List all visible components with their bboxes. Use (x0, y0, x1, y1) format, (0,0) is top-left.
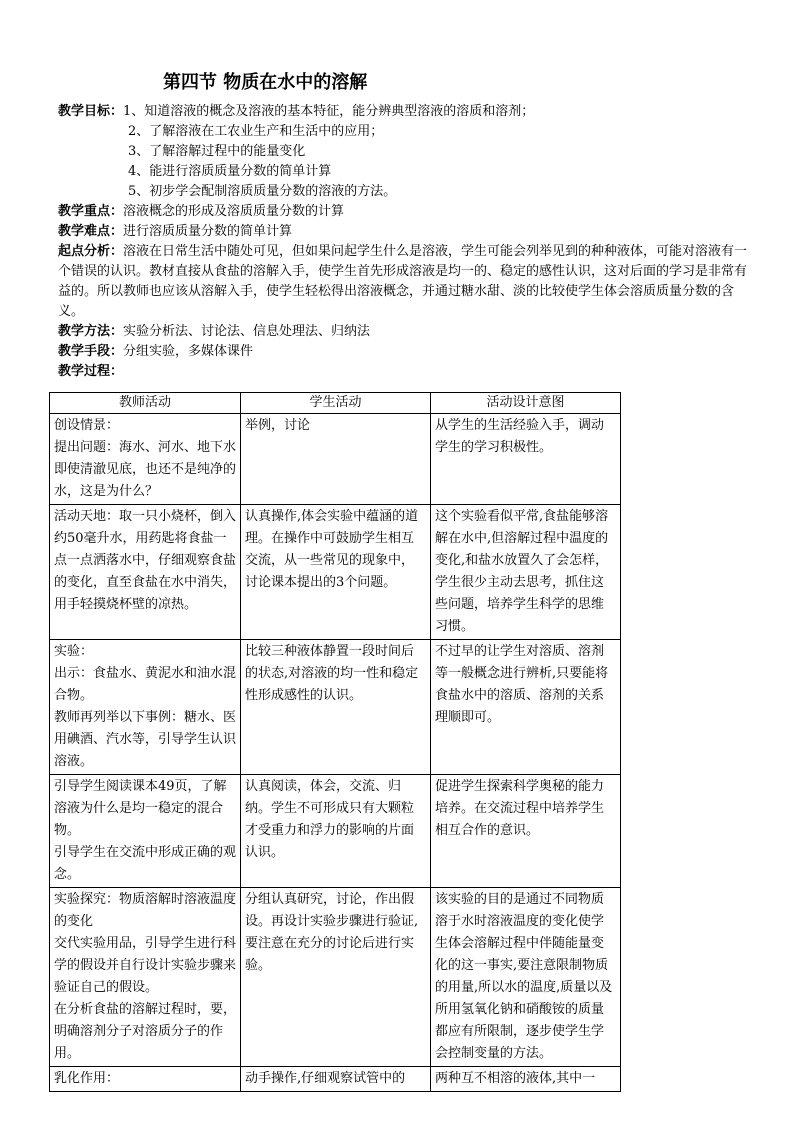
goal-item: 2、了解溶液在工农业生产和生活中的应用； (128, 124, 384, 139)
process-table (49, 392, 621, 1092)
focus-label: 教学重点： (58, 204, 124, 219)
student-cell (241, 1067, 431, 1092)
difficulty-label: 教学难点： (58, 224, 124, 239)
table-row (50, 414, 621, 505)
cell-text: 两种互不相溶的液体,其中一 (435, 1071, 596, 1086)
intent-cell (431, 640, 621, 775)
difficulty-text: 进行溶质质量分数的简单计算 (123, 224, 293, 239)
header-teacher: 教师活动 (50, 393, 241, 414)
lesson-info (58, 102, 748, 382)
teacher-cell (50, 414, 241, 505)
goal-item: 1、知道溶液的概念及溶液的基本特征，能分辨典型溶液的溶质和溶剂； (123, 104, 535, 119)
page-title: 第四节 物质在水中的溶解 (163, 72, 368, 93)
intent-cell (431, 775, 621, 888)
table-row (50, 775, 621, 888)
table-row (50, 888, 621, 1067)
intent-cell (431, 888, 621, 1067)
teacher-cell (50, 1067, 241, 1092)
methods-row (58, 322, 748, 342)
cell-text: 这个实验看似平常,食盐能够溶解在水中,但溶解过程中温度的变化,和盐水放置久了会怎样，学生很少主动去思考，抓住这些问题，培养学生科学的思维习惯。 (435, 509, 609, 634)
cell-text: 乳化作用： (54, 1071, 120, 1086)
intent-cell (431, 414, 621, 505)
cell-text: 出示：食盐水、黄泥水和油水混合物。 (54, 666, 237, 703)
cell-text: 促进学生探索科学奥秘的能力培养。在交流过程中培养学生相互合作的意识。 (435, 779, 605, 838)
cell-text: 引导学生阅读课本49页，了解溶液为什么是均一稳定的混合物。 (54, 779, 227, 838)
student-cell (241, 505, 431, 640)
methods-label: 教学方法： (58, 324, 124, 339)
header-student: 学生活动 (241, 393, 431, 414)
cell-text: 分组认真研究，讨论，作出假设。再设计实验步骤进行验证,要注意在充分的讨论后进行实验。 (245, 892, 419, 973)
goal-item: 5、初步学会配制溶质质量分数的溶液的方法。 (128, 184, 397, 199)
analysis-paragraph (58, 242, 748, 322)
student-cell (241, 640, 431, 775)
cell-text: 认真阅读，体会，交流、归纳。学生不可形成只有大颗粒才受重力和浮力的影响的片面认识。 (245, 779, 415, 860)
table-row (50, 505, 621, 640)
table-header-row (50, 393, 621, 414)
cell-text: 实验探究：物质溶解时溶液温度的变化 (54, 892, 237, 929)
process-label: 教学过程： (58, 364, 124, 379)
cell-text: 创设情景： (54, 418, 120, 433)
difficulty-row (58, 222, 748, 242)
cell-text: 从学生的生活经验入手，调动学生的学习积极性。 (435, 418, 605, 455)
process-row (58, 362, 748, 382)
cell-text: 引导学生在交流中形成正确的观念。 (54, 845, 237, 882)
cell-text: 动手操作,仔细观察试管中的 (245, 1071, 406, 1086)
cell-text: 该实验的目的是通过不同物质溶于水时溶液温度的变化使学生体会溶解过程中伴随能量变化的这一事实,要注意限制物质的用量,所以水的温度,质量以及所用氢氧化钠和硝酸铵的质量都应有所限制，逐步使学生学会控制变量的方法。 (435, 892, 613, 1061)
cell-text: 认真操作,体会实验中蕴涵的道理。在操作中可鼓励学生相互交流，从一些常见的现象中，讨论课本提出的3个问题。 (245, 509, 419, 590)
cell-text: 教师再列举以下事例：糖水、医用碘酒、汽水等，引导学生认识溶液。 (54, 710, 237, 769)
goals-block (58, 102, 748, 202)
analysis-text: 溶液在日常生活中随处可见，但如果问起学生什么是溶液，学生可能会列举见到的种种液体，可能对溶液有一个错误的认识。教材直接从食盐的溶解入手，使学生首先形成溶液是均一的、稳定的感性认识，这对后面的学习是非常有益的。所以教师也应该从溶解入手，使学生轻松得出溶液概念，并通过糖水甜、淡的比较使学生体会溶质质量分数的含义。 (58, 244, 748, 319)
table-row (50, 640, 621, 775)
header-intent: 活动设计意图 (431, 393, 621, 414)
cell-text: 实验： (54, 644, 94, 659)
focus-text: 溶液概念的形成及溶质质量分数的计算 (123, 204, 345, 219)
cell-text: 比较三种液体静置一段时间后的状态,对溶液的均一性和稳定性形成感性的认识。 (245, 644, 419, 703)
cell-text: 活动天地：取一只小烧杯，倒入约50毫升水，用药匙将食盐一点一点洒落水中，仔细观察食盐的变化，直至食盐在水中消失，用手轻摸烧杯壁的凉热。 (54, 509, 237, 612)
methods-text: 实验分析法、讨论法、信息处理法、归纳法 (123, 324, 371, 339)
teacher-cell (50, 775, 241, 888)
intent-cell (431, 505, 621, 640)
table-body (50, 414, 621, 1092)
cell-text: 不过早的让学生对溶质、溶剂等一般概念进行辨析,只要能将食盐水中的溶质、溶剂的关系理顺即可。 (435, 644, 609, 725)
means-text: 分组实验，多媒体课件 (123, 344, 254, 359)
intent-cell (431, 1067, 621, 1092)
student-cell (241, 888, 431, 1067)
teacher-cell (50, 505, 241, 640)
student-cell (241, 414, 431, 505)
goals-label: 教学目标： (58, 104, 124, 119)
cell-text: 举例，讨论 (245, 418, 311, 433)
cell-text: 在分析食盐的溶解过程时，要，明确溶剂分子对溶质分子的作用。 (54, 1002, 237, 1061)
cell-text: 提出问题：海水、河水、地下水即使清澈见底，也还不是纯净的水，这是为什么？ (54, 440, 237, 499)
teacher-cell (50, 640, 241, 775)
goal-item: 4、能进行溶质质量分数的简单计算 (128, 164, 332, 179)
student-cell (241, 775, 431, 888)
focus-row (58, 202, 748, 222)
cell-text: 交代实验用品，引导学生进行科学的假设并自行设计实验步骤来验证自己的假设。 (54, 936, 237, 995)
means-row (58, 342, 748, 362)
analysis-label: 起点分析： (58, 244, 124, 259)
teacher-cell (50, 888, 241, 1067)
goal-item: 3、了解溶解过程中的能量变化 (128, 144, 306, 159)
means-label: 教学手段： (58, 344, 124, 359)
table-row (50, 1067, 621, 1092)
